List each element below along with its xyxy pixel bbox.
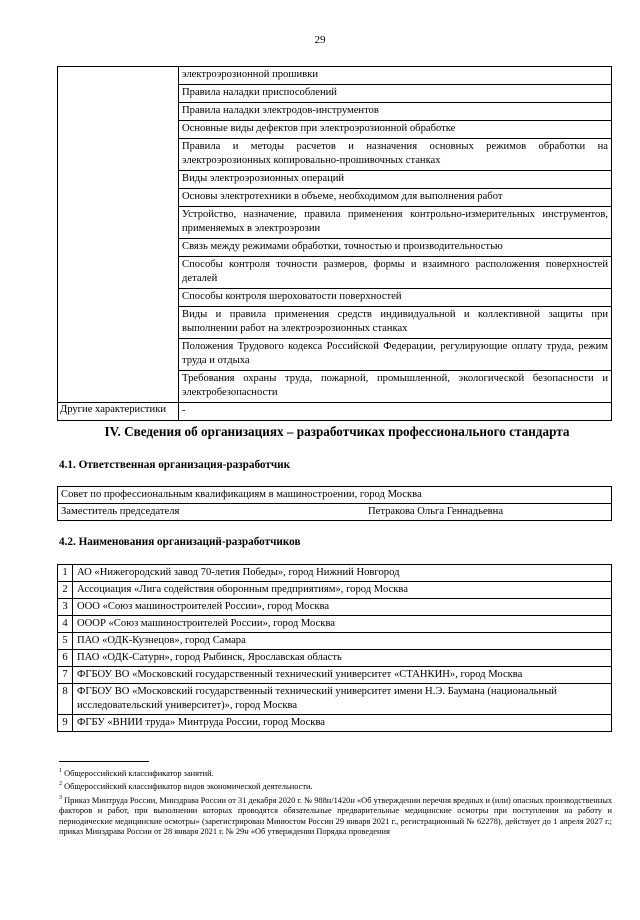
responsible-position: Заместитель председателя: [61, 506, 180, 517]
table-row: [58, 667, 612, 684]
org-name: АО «Нижегородский завод 70-летия Победы», город Нижний Новгород: [73, 565, 612, 582]
footnote: [59, 766, 612, 779]
knowledge-item: Виды электроэрозионных операций: [179, 171, 612, 189]
knowledge-item: Способы контроля точности размеров, формы и взаимного расположения поверхностей деталей: [179, 257, 612, 289]
table-row: [58, 715, 612, 732]
org-name: ФГБУ «ВНИИ труда» Минтруда России, город Москва: [73, 715, 612, 732]
org-name: ПАО «ОДК-Кузнецов», город Самара: [73, 633, 612, 650]
responsible-org-table: [57, 486, 612, 521]
developer-orgs-table: [57, 564, 612, 732]
org-name: ООО «Союз машиностроителей России», город Москва: [73, 599, 612, 616]
table-row: [58, 582, 612, 599]
org-number: 6: [58, 650, 73, 667]
knowledge-item: Виды и правила применения средств индивидуальной и коллективной защиты при выполнении работ на электроэрозионных станках: [179, 307, 612, 339]
table-row: [58, 599, 612, 616]
knowledge-item: Устройство, назначение, правила применения контрольно-измерительных инструментов, применяемых в электроэрозии: [179, 207, 612, 239]
footnote-text: Общероссийский классификатор видов экономической деятельности.: [64, 782, 313, 792]
table-row: [58, 633, 612, 650]
org-name: Ассоциация «Лига содействия оборонным предприятиям», город Москва: [73, 582, 612, 599]
knowledge-label-cell: [58, 67, 179, 403]
page-number: 29: [314, 34, 326, 46]
table-row: [58, 565, 612, 582]
knowledge-item: Правила наладки электродов-инструментов: [179, 103, 612, 121]
table-row: [58, 487, 612, 504]
knowledge-item: электроэрозионной прошивки: [179, 67, 612, 85]
section-title: IV. Сведения об организациях – разработчиках профессионального стандарта: [104, 424, 570, 439]
knowledge-item: Основные виды дефектов при электроэрозионной обработке: [179, 121, 612, 139]
footnote: [59, 793, 612, 838]
knowledge-item: Связь между режимами обработки, точностью и производительностью: [179, 239, 612, 257]
responsible-signatory-cell: [58, 504, 612, 521]
org-number: 1: [58, 565, 73, 582]
footnote: [59, 779, 612, 792]
org-number: 7: [58, 667, 73, 684]
org-name: ФГБОУ ВО «Московский государственный технический университет «СТАНКИН», город Москва: [73, 667, 612, 684]
footnote-separator: [59, 761, 149, 762]
table-row: [58, 650, 612, 667]
org-number: 9: [58, 715, 73, 732]
table-row: [58, 403, 612, 421]
org-number: 8: [58, 684, 73, 715]
knowledge-item: Правила наладки приспособлений: [179, 85, 612, 103]
other-characteristics-value: -: [179, 403, 612, 421]
table-row: [58, 684, 612, 715]
table-row: [58, 504, 612, 521]
knowledge-item: Правила и методы расчетов и назначения основных режимов обработки на электроэрозионных копировально-прошивочных станках: [179, 139, 612, 171]
subsection-title-developers: 4.2. Наименования организаций-разработчиков: [59, 536, 301, 548]
responsible-org-name: Совет по профессиональным квалификациям в машиностроении, город Москва: [58, 487, 612, 504]
footnote-text: Общероссийский классификатор занятий.: [64, 768, 214, 778]
footnote-mark: 3: [59, 794, 62, 801]
org-number: 4: [58, 616, 73, 633]
org-number: 3: [58, 599, 73, 616]
responsible-person: Петракова Ольга Геннадьевна: [368, 506, 504, 517]
other-characteristics-label: Другие характеристики: [58, 403, 179, 421]
footnote-text: Приказ Минтруда России, Минздрава России от 31 декабря 2020 г. № 988н/1420н «Об утверждении перечня вредных и (или) опасных производственных факторов и работ, при выполнении которых проводятся обязательные предварительные медицинские осмотры при поступлении на работу и периодические медицинские осмотры» (зарегистрирован Минюстом России 29 января 2021 г., регистрационный № 62278), действует до 1 апреля 2027 г.; приказ Минздрава России от 28 января 2021 г. № 29н «Об утверждении Порядка проведения: [59, 795, 613, 837]
org-number: 2: [58, 582, 73, 599]
footnote-mark: 1: [59, 768, 62, 774]
knowledge-item: Требования охраны труда, пожарной, промышленной, экологической безопасности и электробезопасности: [179, 371, 612, 403]
table-row: [58, 616, 612, 633]
footnote-mark: 2: [59, 781, 62, 788]
footnotes: [59, 766, 612, 838]
org-name: ФГБОУ ВО «Московский государственный технический университет имени Н.Э. Баумана (национальный исследовательский университет)», город Москва: [73, 684, 612, 715]
knowledge-item: Основы электротехники в объеме, необходимом для выполнения работ: [179, 189, 612, 207]
org-name: ОООР «Союз машиностроителей России», город Москва: [73, 616, 612, 633]
subsection-title-responsible: 4.1. Ответственная организация-разработчик: [59, 459, 291, 471]
org-name: ПАО «ОДК-Сатурн», город Рыбинск, Ярославская область: [73, 650, 612, 667]
requirements-table: [57, 66, 612, 421]
org-number: 5: [58, 633, 73, 650]
knowledge-item: Способы контроля шероховатости поверхностей: [179, 289, 612, 307]
knowledge-item: Положения Трудового кодекса Российской Федерации, регулирующие оплату труда, режим труда и отдыха: [179, 339, 612, 371]
table-row: [58, 67, 612, 85]
